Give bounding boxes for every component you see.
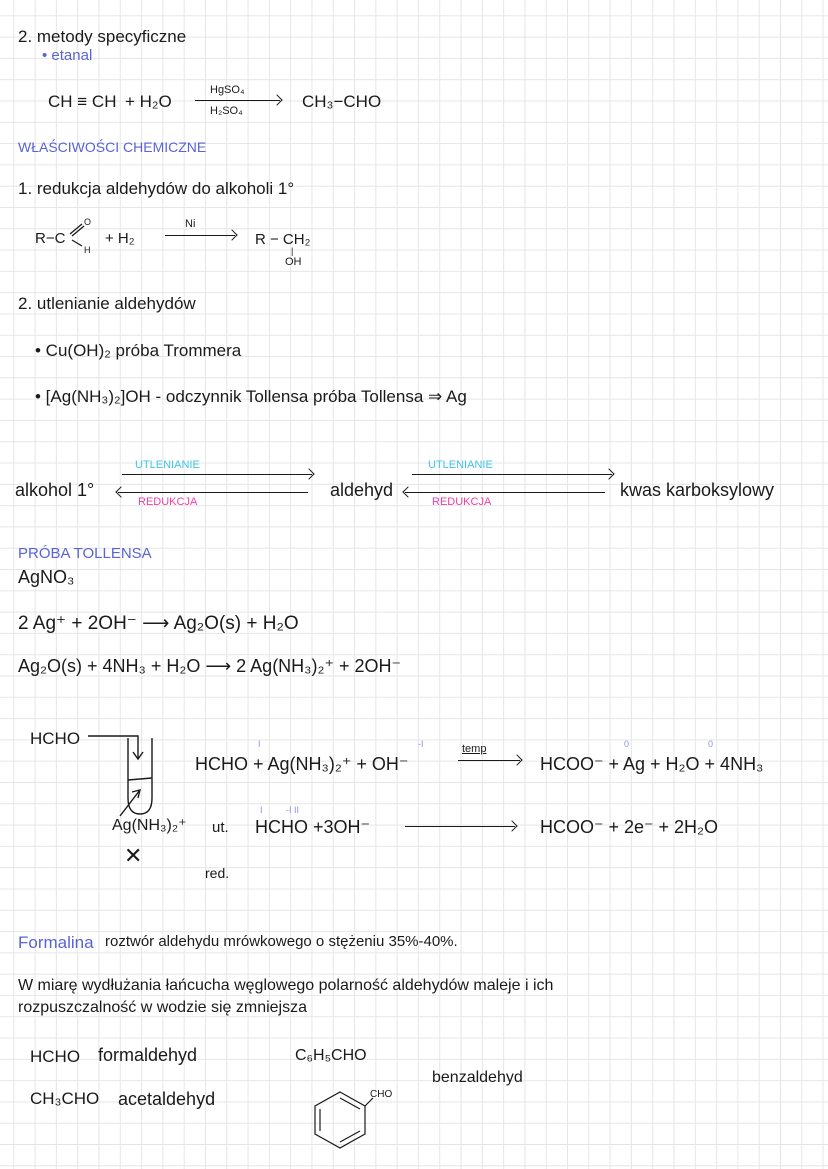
cross-mark: ✕: [124, 843, 143, 868]
reactant-water: + H₂O: [125, 92, 172, 111]
scheme-reduction-label-2: REDUKCJA: [432, 496, 492, 508]
reaction-arrow: [195, 100, 280, 101]
polarity-line-1: W miarę wydłużania łańcucha węglowego polarność aldehydów maleje i ich: [18, 977, 554, 994]
acetaldehyde-name: acetaldehyd: [118, 1089, 216, 1109]
benzaldehyde-formula: C₆H₅CHO: [295, 1047, 367, 1064]
half-reaction-left: HCHO +3OH⁻: [255, 817, 371, 837]
scheme-reduction-arrow-2: [405, 492, 605, 493]
reduction-product: R − CH₂: [255, 231, 311, 248]
scheme-oxidation-arrow-2: [412, 474, 612, 475]
acetaldehyde-formula: CH₃CHO: [30, 1089, 100, 1108]
heading-specific-methods: 2. metody specyficzne: [18, 27, 187, 46]
scheme-reduction-label-1: REDUKCJA: [138, 496, 198, 508]
carbonyl-bonds: [68, 220, 88, 250]
scheme-oxidation-label-1: UTLENIANIE: [135, 459, 200, 471]
half-reaction-arrow: [405, 826, 515, 827]
heading-chemical-properties: WŁAŚCIWOŚCI CHEMICZNE: [18, 139, 207, 155]
tollens-equation-3-arrow: [458, 760, 520, 761]
oxidation-abbrev: ut.: [212, 819, 229, 836]
heading-oxidation: 2. utlenianie aldehydów: [18, 294, 196, 313]
tollens-condition: temp: [462, 743, 487, 755]
heading-tollens: PRÓBA TOLLENSA: [18, 545, 152, 562]
polarity-line-2: rozpuszczalność w wodzie się zmniejsza: [18, 999, 307, 1016]
test-tube-drawing: [88, 728, 168, 828]
hcho-label: HCHO: [30, 729, 81, 748]
reduction-oh: OH: [285, 256, 302, 268]
reduction-hydrogen: + H₂: [105, 230, 135, 247]
scheme-oxidation-arrow-1: [122, 474, 312, 475]
reactant-acetylene: CH ≡ CH: [48, 92, 117, 111]
heading-reduction: 1. redukcja aldehydów do alkoholi 1°: [18, 179, 295, 198]
scheme-reduction-arrow-1: [118, 492, 308, 493]
half-ox-states: I: [260, 805, 263, 815]
half-ox-states-2: -I II: [286, 805, 299, 815]
silver-complex: Ag(NH₃)₂⁺: [112, 817, 187, 834]
benzaldehyde-cho: CHO: [370, 1089, 393, 1100]
reduction-o: O: [84, 217, 92, 227]
formaldehyde-name: formaldehyd: [98, 1045, 198, 1065]
formaldehyde-formula: HCHO: [30, 1047, 81, 1066]
tollens-reagent: AgNO₃: [18, 567, 75, 587]
reduction-arrow: [165, 235, 235, 236]
tollens-equation-2: Ag₂O(s) + 4NH₃ + H₂O ⟶ 2 Ag(NH₃)₂⁺ + 2OH⁻: [18, 656, 402, 676]
tollens-equation-3-left: HCHO + Ag(NH₃)₂⁺ + OH⁻: [195, 754, 409, 774]
trommer-item: • Cu(OH)₂ próba Trommera: [35, 341, 242, 360]
formalina-definition: roztwór aldehydu mrówkowego o stężeniu 35%-40%.: [105, 933, 458, 950]
reduction-reactant: R−C: [35, 230, 66, 247]
reduction-h: H: [84, 245, 91, 255]
ox-state-ag: I: [258, 739, 261, 749]
scheme-oxidation-label-2: UTLENIANIE: [428, 459, 493, 471]
ox-state-ag0: 0: [624, 739, 630, 749]
catalyst-bottom: H₂SO₄: [210, 105, 243, 117]
reduction-bond: |: [291, 246, 294, 256]
product-ethanal: CH₃−CHO: [302, 92, 382, 111]
reduction-abbrev: red.: [205, 865, 230, 881]
ox-state-h2o: 0: [708, 739, 714, 749]
tollens-item: • [Ag(NH₃)₂]OH - odczynnik Tollensa próba Tollensa ⇒ Ag: [35, 387, 467, 406]
bullet-etanal: • etanal: [42, 47, 93, 64]
scheme-aldehyde: aldehyd: [330, 480, 394, 500]
ox-state-oh: -I: [418, 739, 424, 749]
formalina-term: Formalina: [18, 933, 94, 952]
benzene-ring-drawing: [305, 1088, 375, 1158]
tollens-equation-1: 2 Ag⁺ + 2OH⁻ ⟶ Ag₂O(s) + H₂O: [18, 613, 299, 634]
tollens-equation-3-right: HCOO⁻ + Ag + H₂O + 4NH₃: [540, 754, 764, 774]
half-reaction-right: HCOO⁻ + 2e⁻ + 2H₂O: [540, 817, 719, 837]
reduction-catalyst: Ni: [185, 218, 196, 230]
catalyst-top: HgSO₄: [210, 84, 245, 96]
benzaldehyde-name: benzaldehyd: [432, 1069, 523, 1086]
scheme-acid: kwas karboksylowy: [620, 480, 775, 500]
scheme-alcohol: alkohol 1°: [15, 480, 95, 500]
